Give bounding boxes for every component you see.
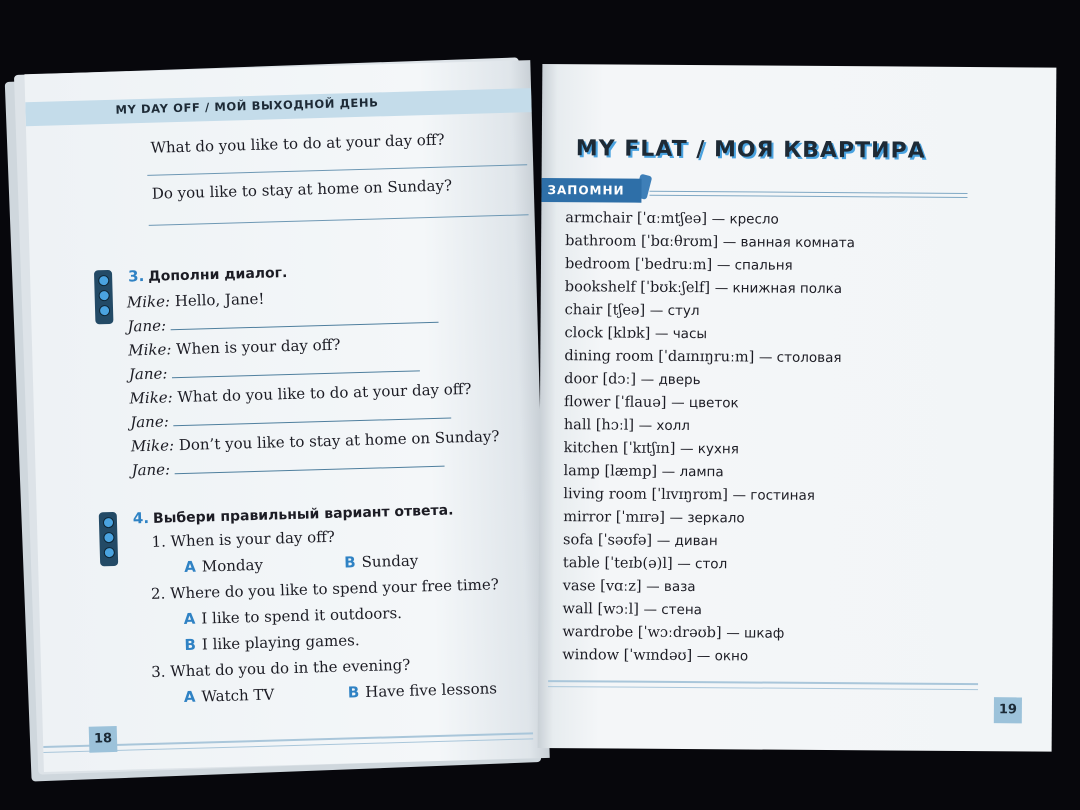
vocab-entry: living room [ˈlɪvɪŋrʊm] — гостиная (563, 486, 815, 504)
left-page (24, 60, 549, 772)
vocab-entry: bedroom [ˈbedruːm] — спальня (564, 256, 793, 274)
label-divider (649, 195, 967, 198)
page-number: 18 (89, 726, 118, 753)
task-number: 3. (127, 267, 145, 286)
task-title: Выбери правильный вариант ответа. (152, 502, 454, 527)
dialog-line: Mike: When is your day off? (127, 335, 341, 360)
vocab-entry: window [ˈwɪndəʊ] — окно (562, 647, 749, 665)
dialog-line: Jane: (129, 357, 420, 383)
task-3-heading (128, 263, 288, 285)
vocab-entry: bathroom [ˈbɑːθrʊm] — ванная комната (565, 233, 856, 252)
answer-blank[interactable] (170, 322, 438, 330)
vocab-entry: armchair [ˈɑːmtʃeə] — кресло (565, 210, 779, 228)
quiz-question: 3. What do you do in the evening? (150, 655, 411, 681)
answer-blank[interactable] (174, 466, 444, 475)
answer-option-b[interactable]: B Sunday (343, 551, 419, 572)
answer-option-a[interactable]: A Monday (184, 555, 264, 576)
question-text: Do you like to stay at home on Sunday? (151, 176, 453, 203)
vocab-entry: table [ˈteɪb(ə)l] — стол (562, 555, 728, 573)
label-divider (649, 191, 967, 194)
vocab-entry: dining room [ˈdaɪnɪŋruːm] — столовая (564, 348, 842, 367)
vocab-entry: kitchen [ˈkɪtʃɪn] — кухня (563, 440, 739, 458)
answer-option-a[interactable]: A I like to spend it outdoors. (183, 603, 403, 629)
vocab-entry: hall [hɔːl] — холл (563, 417, 691, 435)
answer-line (147, 164, 527, 176)
vocab-entry: flower [ˈflauə] — цветок (563, 394, 739, 412)
page-number: 19 (994, 697, 1022, 723)
vocab-entry: chair [tʃeə] — стул (564, 302, 700, 320)
quiz-question: 2. Where do you like to spend your free time? (150, 575, 500, 603)
answer-option-a[interactable]: A Watch TV (183, 685, 275, 707)
vocab-entry: vase [vɑːz] — ваза (562, 578, 696, 596)
task-marker-icon (94, 270, 114, 324)
remember-label: ЗАПОМНИ (541, 178, 641, 203)
dialog-line: Mike: Don’t you like to stay at home on Sunday? (130, 427, 500, 456)
task-marker-icon (99, 512, 119, 566)
answer-blank[interactable] (172, 370, 420, 378)
vocab-entry: bookshelf [ˈbʊkːʃelf] — книжная полка (564, 279, 843, 298)
task-title: Дополни диалог. (148, 265, 288, 285)
answer-option-b[interactable]: B I like playing games. (184, 631, 360, 655)
vocab-entry: lamp [læmp] — лампа (563, 463, 724, 481)
page-header: MY DAY OFF / МОЙ ВЫХОДНОЙ ДЕНЬ (115, 95, 379, 117)
vocab-entry: sofa [ˈsəʊfə] — диван (563, 532, 718, 550)
dialog-line: Mike: What do you like to do at your day off? (129, 379, 472, 408)
answer-blank[interactable] (173, 417, 451, 426)
dialog-line: Jane: (131, 453, 444, 480)
question-text: What do you like to do at your day off? (150, 130, 445, 157)
vocab-entry: door [dɔː] — дверь (564, 371, 701, 389)
bottom-divider (548, 680, 978, 685)
task-4-heading (133, 500, 454, 527)
dialog-line: Jane: (130, 404, 451, 431)
bottom-divider (548, 686, 978, 690)
dialog-line: Mike: Hello, Jane! (126, 289, 265, 312)
page-title: MY FLAT / МОЯ КВАРТИРА (575, 136, 926, 164)
task-number: 4. (132, 508, 150, 528)
right-page (538, 64, 1057, 752)
answer-option-b[interactable]: B Have five lessons (347, 679, 498, 702)
answer-line (149, 214, 529, 226)
vocab-entry: wall [wɔːl] — стена (562, 601, 703, 619)
quiz-question: 1. When is your day off? (151, 527, 336, 551)
vocab-entry: mirror [ˈmɪrə] — зеркало (563, 509, 745, 527)
dialog-line: Jane: (127, 309, 438, 336)
vocab-entry: clock [klɒk] — часы (564, 325, 708, 343)
vocab-entry: wardrobe [ˈwɔːdrəʊb] — шкаф (562, 624, 785, 642)
